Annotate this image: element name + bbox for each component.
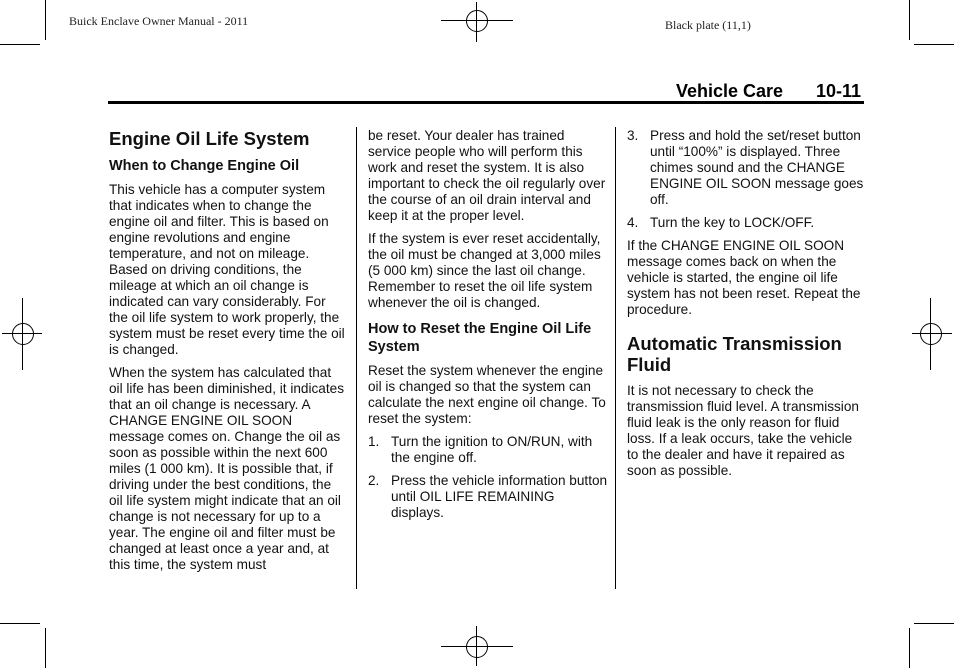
list-item (368, 473, 608, 521)
list-item (627, 128, 864, 208)
list-number: 4. (627, 215, 639, 230)
column-divider (356, 127, 357, 589)
list-number: 3. (627, 128, 639, 143)
section-heading-engine-oil-life: Engine Oil Life System (109, 128, 310, 149)
list-item (627, 215, 864, 231)
paragraph: Reset the system whenever the engine oil is changed so that the system can calculate the next engine oil change. To reset the system: (368, 363, 606, 426)
paragraph: be reset. Your dealer has trained service people who will perform this work and reset the system. It is also important to check the oil regularly over the course of an oil drain interval and keep it at the proper level. (368, 128, 606, 223)
paragraph: If the system is ever reset accidentally, the oil must be changed at 3,000 miles (5 000 km) since the last oil change. Remember to reset the oil life system whenever the oil is changed. (368, 231, 601, 310)
section-heading-automatic-transmission-fluid: Automatic Transmission Fluid (627, 333, 842, 375)
column-3 (627, 128, 864, 486)
plate-label: Black plate (11,1) (665, 18, 751, 32)
manual-title: Buick Enclave Owner Manual - 2011 (69, 14, 249, 28)
list-number: 2. (368, 473, 380, 488)
subheading-when-to-change: When to Change Engine Oil (109, 158, 300, 174)
list-text: Turn the key to LOCK/OFF. (650, 215, 815, 230)
header-rule (108, 101, 864, 104)
page-number: 10-11 (816, 81, 862, 101)
paragraph: This vehicle has a computer system that indicates when to change the engine oil and filter. This is based on engine revolutions and engine temperature, and not on mileage. Based on driving conditions, the mileage at which an oil change is indicated can vary considerably. For the oil life system to work properly, the system must be reset every time the oil is changed. (109, 182, 345, 357)
column-divider (615, 127, 616, 589)
subheading-how-to-reset: How to Reset the Engine Oil Life System (368, 321, 592, 355)
list-text: Turn the ignition to ON/RUN, with the engine off. (391, 434, 593, 465)
list-text: Press the vehicle information button until OIL LIFE REMAINING displays. (391, 473, 608, 520)
column-2 (368, 128, 608, 528)
paragraph: When the system has calculated that oil life has been diminished, it indicates that an oil change is necessary. A CHANGE ENGINE OIL SOON message comes on. Change the oil as soon as possible within the next 600 miles (1 000 km). It is possible that, if driving under the best conditions, the oil life system might indicate that an oil change is not necessary for up to a year. The engine oil and filter must be changed at least once a year and, at this time, the system must (109, 365, 345, 572)
paragraph: It is not necessary to check the transmission fluid level. A transmission fluid leak is the only reason for fluid loss. If a leak occurs, take the vehicle to the dealer and have it repaired as soon as possible. (627, 383, 859, 478)
section-title: Vehicle Care (676, 81, 784, 101)
column-1 (109, 128, 347, 580)
list-number: 1. (368, 434, 380, 449)
list-text: Press and hold the set/reset button until “100%” is displayed. Three chimes sound and the CHANGE ENGINE OIL SOON message goes off. (650, 128, 864, 207)
list-item (368, 434, 608, 466)
paragraph: If the CHANGE ENGINE OIL SOON message comes back on when the vehicle is started, the engine oil life system has not been reset. Repeat the procedure. (627, 238, 861, 317)
